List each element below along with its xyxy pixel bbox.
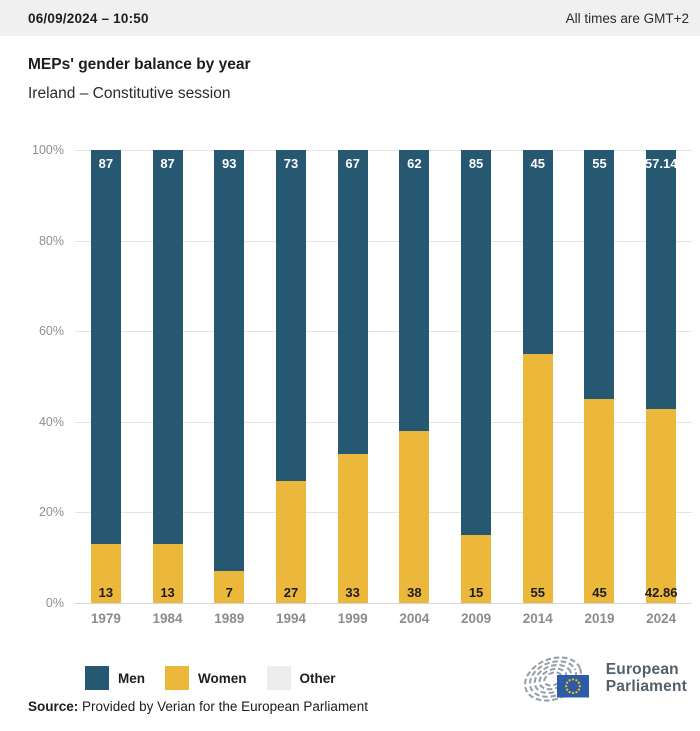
bar-segment-men-2009	[461, 150, 491, 535]
bar-segment-men-2014	[523, 150, 553, 354]
bar-group-1994	[260, 150, 322, 603]
men-value-label-1979: 87	[98, 156, 114, 172]
y-tick-0: 0%	[45, 596, 64, 610]
women-value-label-1994: 27	[283, 585, 299, 600]
source-note	[28, 699, 368, 714]
page-title: MEPs' gender balance by year	[28, 56, 251, 73]
bar-segment-men-2024	[646, 150, 676, 409]
bar-segment-men-1989	[214, 150, 244, 571]
men-value-label-2019: 55	[592, 156, 607, 172]
men-value-label-2024: 57.14	[644, 156, 678, 172]
men-value-label-2014: 45	[530, 156, 545, 172]
gender-balance-chart	[0, 143, 700, 610]
header-timezone-note: All times are GMT+2	[565, 10, 689, 26]
legend-swatch-men	[85, 666, 109, 690]
y-tick-40: 40%	[38, 414, 64, 429]
bar-segment-women-1989	[214, 571, 244, 603]
source-text-value: Provided by Verian for the European Parliament	[82, 699, 368, 714]
women-value-label-2024: 42.86	[644, 585, 678, 600]
header-bar	[0, 0, 700, 36]
y-tick-80: 80%	[38, 233, 64, 248]
bar-segment-women-2009	[461, 535, 491, 603]
stacked-bar-1994	[276, 150, 306, 603]
bars	[75, 150, 692, 603]
men-value-label-1999: 67	[345, 156, 360, 172]
bar-segment-women-2014	[523, 354, 553, 603]
bar-segment-men-1994	[276, 150, 306, 481]
x-tick-1984: 1984	[152, 611, 183, 626]
bar-segment-women-1984	[153, 544, 183, 603]
stacked-bar-1999	[338, 150, 368, 603]
stacked-bar-2019	[584, 150, 614, 603]
stacked-bar-2004	[399, 150, 429, 603]
women-value-label-2004: 38	[407, 585, 422, 600]
header-datetime: 06/09/2024 – 10:50	[28, 10, 149, 26]
y-tick-20: 20%	[38, 505, 64, 520]
legend-item-women	[165, 666, 247, 690]
stacked-bar-1989	[214, 150, 244, 603]
men-value-label-2009: 85	[468, 156, 484, 172]
men-value-label-2004: 62	[407, 156, 422, 172]
x-tick-2004: 2004	[399, 611, 430, 626]
women-value-label-1999: 33	[345, 585, 360, 600]
stacked-bar-2024	[646, 150, 676, 603]
ep-logo-line2: Parliament	[605, 678, 687, 695]
source-label: Source:	[28, 699, 79, 714]
stacked-bar-1979	[91, 150, 121, 603]
legend-swatch-women	[165, 666, 189, 690]
legend-swatch-other	[267, 666, 291, 690]
ep-logo-line1: European	[605, 660, 679, 678]
women-value-label-2014: 55	[530, 585, 545, 600]
bar-group-1989	[198, 150, 260, 603]
y-tick-100: 100%	[32, 143, 64, 157]
x-tick-1979: 1979	[90, 611, 121, 626]
bar-segment-men-2019	[584, 150, 614, 399]
stacked-bar-1984	[153, 150, 183, 603]
women-value-label-1984: 13	[160, 585, 175, 600]
men-value-label-1994: 73	[283, 156, 299, 172]
women-value-label-1989: 7	[225, 585, 233, 600]
bar-group-2024	[630, 150, 692, 603]
legend-item-other	[267, 666, 336, 690]
bar-segment-women-2004	[399, 431, 429, 603]
x-tick-1989: 1989	[214, 611, 245, 626]
x-tick-1999: 1999	[337, 611, 368, 626]
women-value-label-1979: 13	[98, 585, 114, 600]
bar-group-1979	[75, 150, 137, 603]
women-value-label-2009: 15	[468, 585, 484, 600]
ep-logo-text	[606, 661, 687, 696]
x-axis	[75, 611, 692, 626]
legend-label-other: Other	[299, 670, 336, 686]
plot-area	[75, 150, 692, 603]
x-tick-2019: 2019	[584, 611, 615, 626]
ep-hemicycle-logo-icon	[523, 653, 599, 703]
stacked-bar-2014	[523, 150, 553, 603]
women-value-label-2019: 45	[592, 585, 607, 600]
bar-group-2009	[445, 150, 507, 603]
chart-footer-row	[85, 652, 687, 704]
bar-segment-women-1994	[276, 481, 306, 603]
legend-label-men: Men	[118, 670, 145, 686]
legend-label-women: Women	[198, 670, 247, 686]
bar-group-2019	[569, 150, 631, 603]
bar-segment-men-2004	[399, 150, 429, 431]
bar-group-2014	[507, 150, 569, 603]
legend-item-men	[85, 666, 145, 690]
y-tick-60: 60%	[38, 324, 64, 339]
x-tick-2024: 2024	[646, 611, 677, 626]
bar-segment-men-1999	[338, 150, 368, 454]
bar-group-2004	[384, 150, 446, 603]
bar-segment-women-1979	[91, 544, 121, 603]
bar-segment-men-1979	[91, 150, 121, 544]
x-tick-2009: 2009	[461, 611, 492, 626]
bar-group-1999	[322, 150, 384, 603]
x-tick-2014: 2014	[522, 611, 553, 626]
bar-segment-women-2024	[646, 409, 676, 603]
ep-logo	[523, 653, 687, 703]
men-value-label-1984: 87	[160, 156, 175, 172]
bar-segment-women-1999	[338, 454, 368, 603]
bar-group-1984	[137, 150, 199, 603]
men-value-label-1989: 93	[222, 156, 237, 172]
x-tick-1994: 1994	[275, 611, 306, 626]
bar-segment-women-2019	[584, 399, 614, 603]
bar-segment-men-1984	[153, 150, 183, 544]
page-subtitle: Ireland – Constitutive session	[28, 85, 231, 102]
legend	[85, 666, 336, 690]
gridline-0	[75, 603, 692, 604]
stacked-bar-2009	[461, 150, 491, 603]
